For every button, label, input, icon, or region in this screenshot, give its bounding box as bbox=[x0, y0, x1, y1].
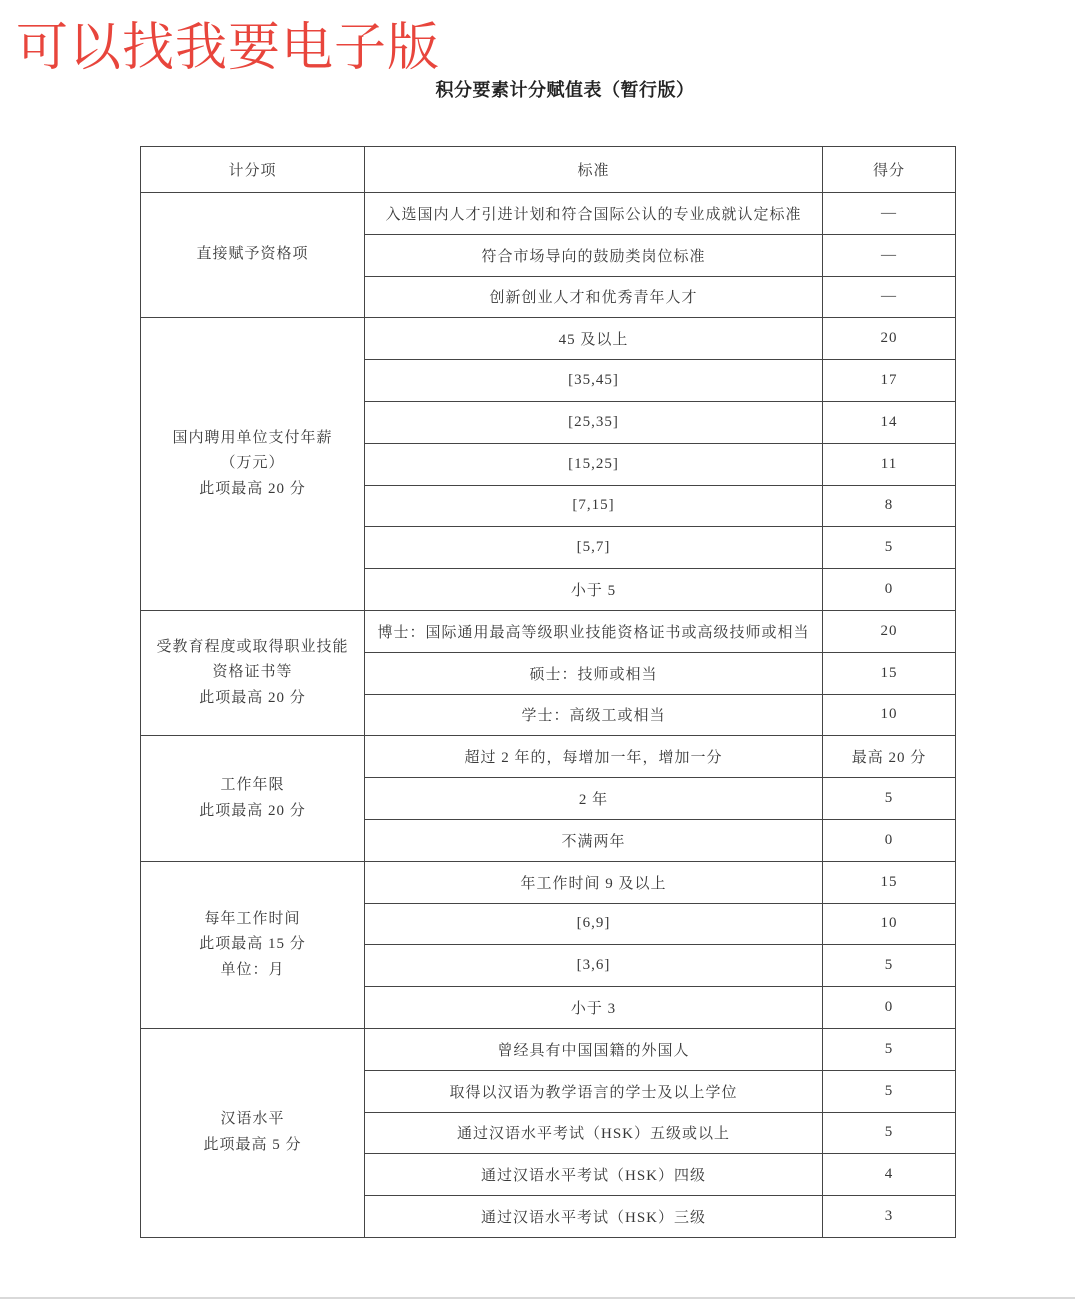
standard-cell: 曾经具有中国国籍的外国人 bbox=[365, 1028, 823, 1070]
standard-cell: 博士：国际通用最高等级职业技能资格证书或高级技师或相当 bbox=[365, 610, 823, 652]
score-cell: 0 bbox=[823, 819, 956, 861]
section-label-work-years bbox=[141, 736, 365, 861]
standard-cell: 创新创业人才和优秀青年人才 bbox=[365, 276, 823, 318]
document-title: 积分要素计分赋值表（暂行版） bbox=[435, 80, 695, 100]
standard-cell: [35,45] bbox=[365, 360, 823, 402]
section-label-line: （万元） bbox=[220, 455, 285, 472]
standard-cell: 取得以汉语为教学语言的学士及以上学位 bbox=[365, 1070, 823, 1112]
score-cell: 14 bbox=[823, 401, 956, 443]
header-item: 计分项 bbox=[141, 147, 365, 193]
section-label-annual-work-time bbox=[141, 861, 365, 1028]
section-label-line: 直接赋予资格项 bbox=[196, 246, 309, 263]
watermark-text: 可以找我要电子版 bbox=[16, 19, 441, 77]
score-cell: 11 bbox=[823, 443, 956, 485]
standard-cell: [6,9] bbox=[365, 903, 823, 945]
score-cell: — bbox=[823, 276, 956, 318]
score-cell: 15 bbox=[823, 861, 956, 903]
standard-cell: 不满两年 bbox=[365, 819, 823, 861]
score-cell: 15 bbox=[823, 652, 956, 694]
score-cell: 5 bbox=[823, 527, 956, 569]
page-bottom-divider bbox=[0, 1297, 1075, 1299]
table-row bbox=[141, 736, 956, 778]
score-cell: 最高 20 分 bbox=[823, 736, 956, 778]
score-cell: 4 bbox=[823, 1154, 956, 1196]
section-label-line: 此项最高 20 分 bbox=[199, 480, 306, 497]
score-cell: 0 bbox=[823, 569, 956, 611]
section-label-line: 此项最高 15 分 bbox=[199, 936, 306, 953]
section-label-line: 国内聘用单位支付年薪 bbox=[172, 429, 333, 446]
standard-cell: 硕士：技师或相当 bbox=[365, 652, 823, 694]
score-cell: 5 bbox=[823, 1028, 956, 1070]
table-header-row bbox=[141, 147, 956, 193]
table-row bbox=[141, 193, 956, 235]
table-row bbox=[141, 1028, 956, 1070]
standard-cell: 小于 5 bbox=[365, 569, 823, 611]
section-label-line: 此项最高 20 分 bbox=[199, 689, 306, 706]
score-table bbox=[140, 146, 956, 1238]
score-cell: 5 bbox=[823, 1070, 956, 1112]
section-label-annual-salary bbox=[141, 318, 365, 611]
score-cell: 5 bbox=[823, 1112, 956, 1154]
table-row bbox=[141, 610, 956, 652]
standard-cell: 学士：高级工或相当 bbox=[365, 694, 823, 736]
standard-cell: 入选国内人才引进计划和符合国际公认的专业成就认定标准 bbox=[365, 193, 823, 235]
score-cell: 5 bbox=[823, 778, 956, 820]
section-label-line: 工作年限 bbox=[220, 777, 285, 794]
header-score: 得分 bbox=[823, 147, 956, 193]
section-label-line: 汉语水平 bbox=[220, 1111, 285, 1128]
header-standard: 标准 bbox=[365, 147, 823, 193]
score-cell: 20 bbox=[823, 610, 956, 652]
score-cell: 8 bbox=[823, 485, 956, 527]
table-row bbox=[141, 861, 956, 903]
standard-cell: 2 年 bbox=[365, 778, 823, 820]
score-cell: 3 bbox=[823, 1196, 956, 1238]
score-cell: — bbox=[823, 193, 956, 235]
section-label-line: 此项最高 20 分 bbox=[199, 802, 306, 819]
standard-cell: 超过 2 年的，每增加一年，增加一分 bbox=[365, 736, 823, 778]
standard-cell: 年工作时间 9 及以上 bbox=[365, 861, 823, 903]
section-label-line: 受教育程度或取得职业技能 bbox=[156, 638, 349, 655]
score-cell: 17 bbox=[823, 360, 956, 402]
score-cell: 20 bbox=[823, 318, 956, 360]
score-cell: 10 bbox=[823, 694, 956, 736]
score-cell: — bbox=[823, 234, 956, 276]
standard-cell: 通过汉语水平考试（HSK）三级 bbox=[365, 1196, 823, 1238]
section-label-line: 每年工作时间 bbox=[204, 910, 301, 927]
standard-cell: [3,6] bbox=[365, 945, 823, 987]
section-label-line: 此项最高 5 分 bbox=[203, 1136, 302, 1153]
score-cell: 5 bbox=[823, 945, 956, 987]
standard-cell: [25,35] bbox=[365, 401, 823, 443]
standard-cell: 符合市场导向的鼓励类岗位标准 bbox=[365, 234, 823, 276]
standard-cell: 通过汉语水平考试（HSK）五级或以上 bbox=[365, 1112, 823, 1154]
standard-cell: 通过汉语水平考试（HSK）四级 bbox=[365, 1154, 823, 1196]
standard-cell: 小于 3 bbox=[365, 987, 823, 1029]
standard-cell: [15,25] bbox=[365, 443, 823, 485]
section-label-direct-qualification bbox=[141, 193, 365, 318]
section-label-chinese-level bbox=[141, 1028, 365, 1237]
score-cell: 0 bbox=[823, 987, 956, 1029]
standard-cell: [7,15] bbox=[365, 485, 823, 527]
section-label-line: 单位：月 bbox=[220, 961, 285, 978]
table-row bbox=[141, 318, 956, 360]
standard-cell: [5,7] bbox=[365, 527, 823, 569]
section-label-education bbox=[141, 610, 365, 735]
standard-cell: 45 及以上 bbox=[365, 318, 823, 360]
section-label-line: 资格证书等 bbox=[212, 664, 293, 681]
score-cell: 10 bbox=[823, 903, 956, 945]
